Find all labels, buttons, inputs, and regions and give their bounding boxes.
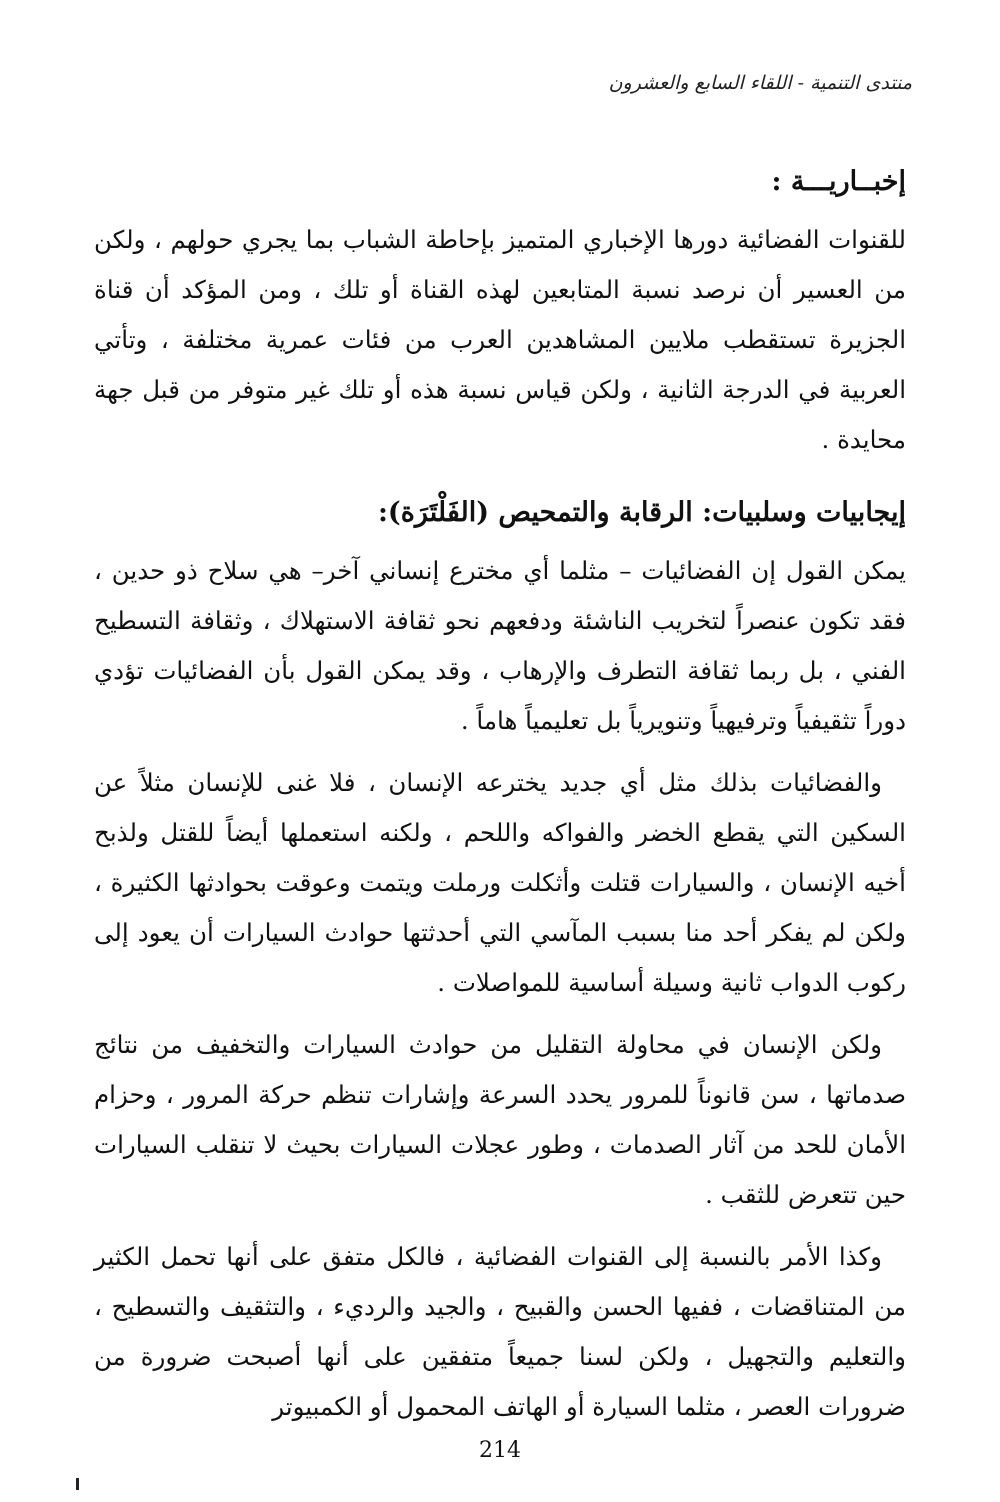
paragraph-news: للقنوات الفضائية دورها الإخباري المتميز بإحاطة الشباب بما يجري حولهم ، ولكن من العسير أن نرصد نسبة المتابعين لهذه القناة أو تلك ، ومن المؤكد أن قناة الجزيرة تستقطب ملايين المشاهدين العرب من فئات عمرية مختلفة ، وتأتي العربية في الدرجة الثانية ، ولكن قياس نسبة هذه أو تلك غير متوفر من قبل جهة محايدة . bbox=[94, 225, 906, 455]
running-header: منتدى التنمية - اللقاء السابع والعشرون bbox=[608, 72, 912, 94]
section-heading-news: إخبــاريـــة : bbox=[771, 166, 906, 197]
scan-mark bbox=[76, 1478, 79, 1490]
paragraph-knife-cars: والفضائيات بذلك مثل أي جديد يخترعه الإنسان ، فلا غنى للإنسان مثلاً عن السكين التي يقطع الخضر والفواكه واللحم ، ولكنه استعملها أيضاً للقتل ولذبح أخيه الإنسان ، والسيارات قتلت وأثكلت ورملت ويتمت وعوقت بحوادثها الكثيرة ، ولكن لم يفكر أحد منا بسبب المآسي التي أحدثتها حوادث السيارات أن يعود إلى ركوب الدواب ثانية وسيلة أساسية للمواصلات . bbox=[94, 768, 906, 998]
section-heading-pros-cons: إيجابيات وسلبيات: الرقابة والتمحيص (الفَلْتَرَة): bbox=[377, 497, 906, 529]
paragraph-double-edged: يمكن القول إن الفضائيات – مثلما أي مخترع إنساني آخر– هي سلاح ذو حدين ، فقد تكون عنصراً لتخريب الناشئة ودفعهم نحو ثقافة الاستهلاك ، وثقافة التسطيح الفني ، بل ربما ثقافة التطرف والإرهاب ، وقد يمكن القول بأن الفضائيات تؤدي دوراً تثقيفياً وترفيهياً وتنويرياً بل تعليمياً هاماً . bbox=[94, 556, 906, 736]
page-number: 214 bbox=[479, 1438, 521, 1463]
paragraph-channels-necessity: وكذا الأمر بالنسبة إلى القنوات الفضائية ، فالكل متفق على أنها تحمل الكثير من المتناقضات ، ففيها الحسن والقبيح ، والجيد والرديء ، والتثقيف والتسطيح ، والتعليم والتجهيل ، ولكن لسنا جميعاً متفقين على أنها أصبحت ضرورة من ضرورات العصر ، مثلما السيارة أو الهاتف المحمول أو الكمبيوتر bbox=[94, 1242, 906, 1422]
page-body bbox=[94, 160, 906, 1444]
paragraph-traffic-law: ولكن الإنسان في محاولة التقليل من حوادث السيارات والتخفيف من نتائج صدماتها ، سن قانوناً للمرور يحدد السرعة وإشارات تنظم حركة المرور ، وحزام الأمان للحد من آثار الصدمات ، وطور عجلات السيارات بحيث لا تنقلب السيارات حين تتعرض للثقب . bbox=[94, 1030, 906, 1210]
